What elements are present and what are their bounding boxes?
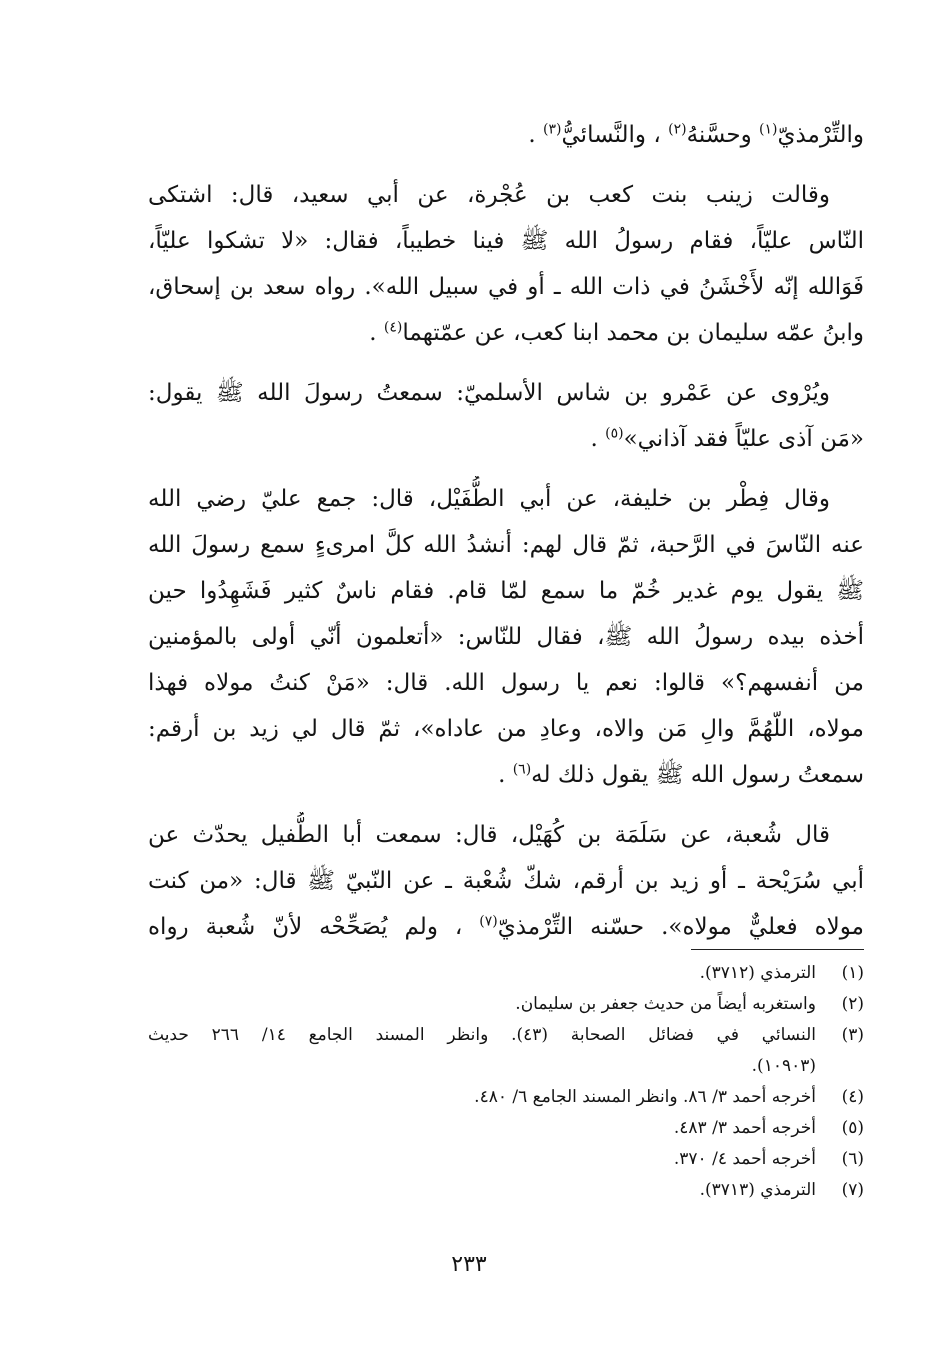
- footnote-item: [148, 1082, 864, 1113]
- text-line: [148, 568, 864, 614]
- text-run: ، ولم يُصَحِّحْه لأنّ شُعبة رواه: [148, 914, 480, 940]
- text-run: وابنُ عمّه سليمان بن محمد ابنا كعب، عن عمّتهما: [402, 320, 864, 346]
- footnote-item: [148, 1175, 864, 1206]
- footnotes: [148, 958, 864, 1206]
- footnote-number: (١): [841, 963, 864, 983]
- footnote-ref[interactable]: (٧): [479, 913, 498, 930]
- footnote-item: [148, 989, 864, 1020]
- text-run: والتِّرْمذيّ: [777, 122, 864, 148]
- footnote-number: (٢): [841, 994, 864, 1014]
- text-line: [148, 310, 864, 356]
- footnote-number: (٧): [841, 1180, 864, 1200]
- text-run: ﷺ يقول يوم غدير خُمّ ما سمع لمّا قام. فقام ناسٌ كثير فَشَهِدُوا حين: [148, 578, 864, 604]
- text-line: [148, 812, 864, 858]
- footnote-ref[interactable]: (١): [759, 121, 778, 138]
- footnote-number: (٤): [841, 1087, 864, 1107]
- text-run: .: [498, 762, 513, 788]
- footnote-text: أخرجه أحمد ٣/ ٨٦. وانظر المسند الجامع ٦/ ٤٨٠.: [474, 1087, 816, 1107]
- text-line: [148, 264, 864, 310]
- footnote-text: أخرجه أحمد ٣/ ٤٨٣.: [673, 1118, 816, 1138]
- text-run: أبي سُرَيْحة ـ أو زيد بن أرقم، شكّ شُعْبة ـ عن النّبيّ ﷺ قال: «من كنت: [148, 868, 864, 894]
- text-run: مولاه فعليٌّ مولاه». حسّنه التِّرْمذيّ: [497, 914, 864, 940]
- text-run: أخذه بيده رسولُ الله ﷺ، فقال للنّاس: «أتعلمون أنّي أولى بالمؤمنين: [148, 624, 864, 650]
- text-run: مولاه، اللّهُمَّ والِ مَن والاه، وعادِ من عاداه»، ثمّ قال لي زيد بن أرقم:: [148, 716, 864, 742]
- footnote-item: [148, 958, 864, 989]
- footnote-number: (٥): [841, 1118, 864, 1138]
- text-line: [148, 112, 864, 158]
- text-run: عنه النّاسَ في الرَّحبة، ثمّ قال لهم: أنشدُ الله كلَّ امرىءٍ سمع رسولَ الله: [148, 532, 864, 558]
- footnote-text-continuation: (١٠٩٠٣).: [751, 1056, 816, 1076]
- footnote-ref[interactable]: (٤): [383, 319, 403, 336]
- text-line: [148, 660, 864, 706]
- footnote-text: أخرجه أحمد ٤/ ٣٧٠.: [673, 1149, 816, 1169]
- footnote-text: الترمذي (٣٧١٢).: [699, 963, 816, 983]
- footnote-text: الترمذي (٣٧١٣).: [699, 1180, 816, 1200]
- text-line: [148, 370, 864, 416]
- text-line: [148, 706, 864, 752]
- text-run: وقالت زينب بنت كعب بن عُجْرة، عن أبي سعيد، قال: اشتكى: [148, 182, 830, 208]
- footnote-text: النسائي في فضائل الصحابة (٤٣). وانظر المسند الجامع ١٤/ ٢٦٦ حديث: [148, 1025, 816, 1045]
- text-line: [148, 476, 864, 522]
- footnote-text: واستغربه أيضاً من حديث جعفر بن سليمان.: [515, 994, 816, 1014]
- text-run: ويُرْوى عن عَمْرو بن شاس الأسلميّ: سمعتُ رسولَ الله ﷺ يقول:: [148, 380, 830, 406]
- text-line: [148, 218, 864, 264]
- text-run: .: [528, 122, 544, 148]
- text-line: [148, 752, 864, 798]
- footnote-ref[interactable]: (٥): [605, 425, 624, 442]
- text-run: .: [369, 320, 384, 346]
- footnote-item: [148, 1144, 864, 1175]
- footnote-separator: [691, 949, 864, 950]
- footnote-number: (٣): [841, 1025, 864, 1045]
- footnote-ref[interactable]: (٦): [512, 761, 532, 778]
- footnote-number: (٦): [841, 1149, 864, 1169]
- text-line: [148, 416, 864, 462]
- text-run: وقال فِطْر بن خليفة، عن أبي الطُّفَيْل، قال: جمع عليّ رضي الله: [148, 486, 830, 512]
- text-line: [148, 904, 864, 950]
- text-run: وحسَّنهُ: [686, 122, 759, 148]
- text-run: «مَن آذى عليّاً فقد آذاني»: [623, 426, 864, 452]
- text-run: فَوَالله إنّه لأَخْشَنُ في ذات الله ـ أو في سبيل الله». رواه سعد بن إسحاق،: [148, 274, 864, 300]
- footnote-ref[interactable]: (٣): [543, 121, 562, 138]
- text-run: من أنفسهم؟» قالوا: نعم يا رسول الله. قال: «مَنْ كنتُ مولاه فهذا: [148, 670, 864, 696]
- text-line: [148, 858, 864, 904]
- footnote-item: [148, 1113, 864, 1144]
- text-run: قال شُعبة، عن سَلَمَة بن كُهَيْل، قال: سمعت أبا الطُّفيل يحدّث عن: [148, 822, 830, 848]
- text-run: .: [590, 426, 606, 452]
- footnote-ref[interactable]: (٢): [668, 121, 687, 138]
- text-run: النّاس عليّاً، فقام رسولُ الله ﷺ فينا خطيباً، فقال: «لا تشكوا عليّاً،: [148, 228, 864, 254]
- text-run: ، والنَّسائيُّ: [561, 122, 669, 148]
- text-line: [148, 614, 864, 660]
- footnote-item: [148, 1020, 864, 1051]
- text-run: سمعتُ رسول الله ﷺ يقول ذلك له: [531, 762, 864, 788]
- page-number: ٢٣٣: [451, 1252, 487, 1277]
- text-line: [148, 172, 864, 218]
- text-line: [148, 522, 864, 568]
- main-text: [148, 112, 864, 950]
